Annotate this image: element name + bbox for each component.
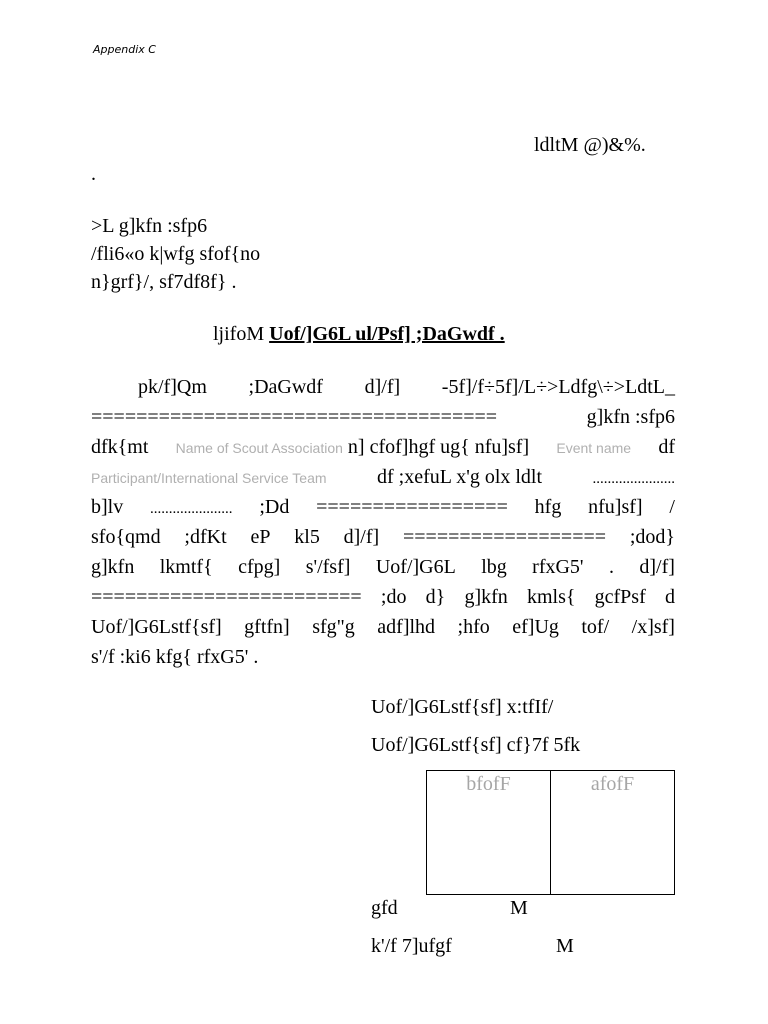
word: lbg bbox=[481, 556, 507, 578]
word: pk/f]Qm bbox=[138, 376, 207, 398]
address-row bbox=[371, 934, 574, 958]
participant-placeholder-field[interactable]: Participant/International Service Team bbox=[91, 470, 327, 486]
word: ef]Ug bbox=[512, 616, 559, 638]
subject-label: ljifoM bbox=[213, 323, 265, 345]
word: ;hfo bbox=[457, 616, 490, 638]
para-line-1 bbox=[91, 376, 675, 406]
word: sfg"g bbox=[312, 616, 355, 638]
word: s'/fsf] bbox=[305, 556, 351, 578]
word: ;do bbox=[380, 586, 407, 608]
para-line-3 bbox=[91, 436, 675, 466]
blank-field: ================= bbox=[316, 496, 508, 518]
word: ;dfKt bbox=[184, 526, 227, 548]
para-line-4 bbox=[91, 466, 675, 496]
address-line-1: >L g]kfn :sfp6 bbox=[91, 215, 208, 237]
word: d} bbox=[425, 586, 446, 608]
word: d]/f] bbox=[343, 526, 380, 548]
word: kl5 bbox=[294, 526, 320, 548]
word: sfo{qmd bbox=[91, 526, 161, 548]
date-blank-field[interactable]: ...................... bbox=[592, 471, 675, 487]
dot-line: . bbox=[91, 163, 96, 185]
word: cfpg] bbox=[238, 556, 281, 578]
para-line-8 bbox=[91, 586, 675, 616]
name-label: gfd bbox=[371, 897, 398, 919]
para-line-7 bbox=[91, 556, 675, 586]
name-row bbox=[371, 896, 528, 920]
subject-title: Uof/]G6L ul/Psf] ;DaGwdf . bbox=[269, 323, 505, 345]
address-label: k'/f 7]ufgf bbox=[371, 935, 452, 957]
left-thumb-cell: afofF bbox=[590, 773, 635, 795]
address-line-3: n}grf}/, sf7df8f} . bbox=[91, 271, 237, 293]
guarantor-thumbprint-label: Uof/]G6Lstf{sf] cf}7f 5fk bbox=[371, 734, 581, 756]
word: n] cfof]hgf ug{ nfu]sf] bbox=[347, 436, 530, 458]
word: df ;xefuL x'g olx ldlt bbox=[376, 466, 543, 488]
thumbprint-box bbox=[426, 770, 675, 895]
word: Uof/]G6L bbox=[375, 556, 456, 578]
name-colon: M bbox=[510, 897, 528, 919]
word: g]kfn bbox=[91, 556, 135, 578]
word: b]lv bbox=[91, 496, 124, 518]
right-thumb-cell: bfofF bbox=[427, 771, 551, 894]
word: s'/f :ki6 kfg{ rfxG5' . bbox=[91, 646, 259, 668]
word: dfk{mt bbox=[91, 436, 149, 458]
word: d bbox=[664, 586, 675, 608]
word: lkmtf{ bbox=[159, 556, 213, 578]
para-line-5 bbox=[91, 496, 675, 526]
body-paragraph bbox=[91, 376, 675, 676]
word: rfxG5' bbox=[532, 556, 584, 578]
word: df bbox=[658, 436, 675, 458]
word: . bbox=[608, 556, 614, 578]
word: d]/f] bbox=[639, 556, 675, 578]
guarantor-signature-label: Uof/]G6Lstf{sf] x:tfIf/ bbox=[371, 696, 554, 718]
word: adf]lhd bbox=[377, 616, 436, 638]
para-line-6 bbox=[91, 526, 675, 556]
word: kmls{ bbox=[526, 586, 576, 608]
para-line-9 bbox=[91, 616, 675, 646]
date-line: ldltM @)&%. bbox=[534, 134, 646, 156]
blank-field: ======================== bbox=[91, 586, 362, 608]
para-line-10 bbox=[91, 646, 675, 676]
word: / bbox=[669, 496, 675, 518]
event-placeholder-field[interactable]: Event name bbox=[556, 440, 632, 456]
word: ;dod} bbox=[629, 526, 675, 548]
word: g]kfn :sfp6 bbox=[586, 406, 675, 428]
word: ;DaGwdf bbox=[248, 376, 323, 398]
word: -5f]/f÷5f]/L÷>Ldfg\÷>LdtL_ bbox=[441, 376, 675, 398]
word: ;Dd bbox=[259, 496, 290, 518]
word: Uof/]G6Lstf{sf] bbox=[91, 616, 222, 638]
appendix-label: Appendix C bbox=[93, 43, 156, 56]
word: /x]sf] bbox=[631, 616, 675, 638]
word: nfu]sf] bbox=[588, 496, 643, 518]
word: gcfPsf bbox=[594, 586, 646, 608]
blank-field: ==================================== bbox=[91, 406, 498, 428]
word: tof/ bbox=[581, 616, 610, 638]
association-placeholder-field[interactable]: Name of Scout Association bbox=[175, 440, 343, 456]
address-line-2: /fli6«o k|wfg sfof{no bbox=[91, 243, 261, 265]
blank-field: ================== bbox=[403, 526, 607, 548]
word: g]kfn bbox=[464, 586, 508, 608]
word: gftfn] bbox=[244, 616, 290, 638]
date-blank-field[interactable]: ...................... bbox=[150, 501, 233, 517]
subject-line bbox=[213, 322, 505, 346]
word: d]/f] bbox=[364, 376, 401, 398]
word: eP bbox=[250, 526, 271, 548]
word: hfg bbox=[534, 496, 562, 518]
address-colon: M bbox=[556, 935, 574, 957]
para-line-2 bbox=[91, 406, 675, 436]
